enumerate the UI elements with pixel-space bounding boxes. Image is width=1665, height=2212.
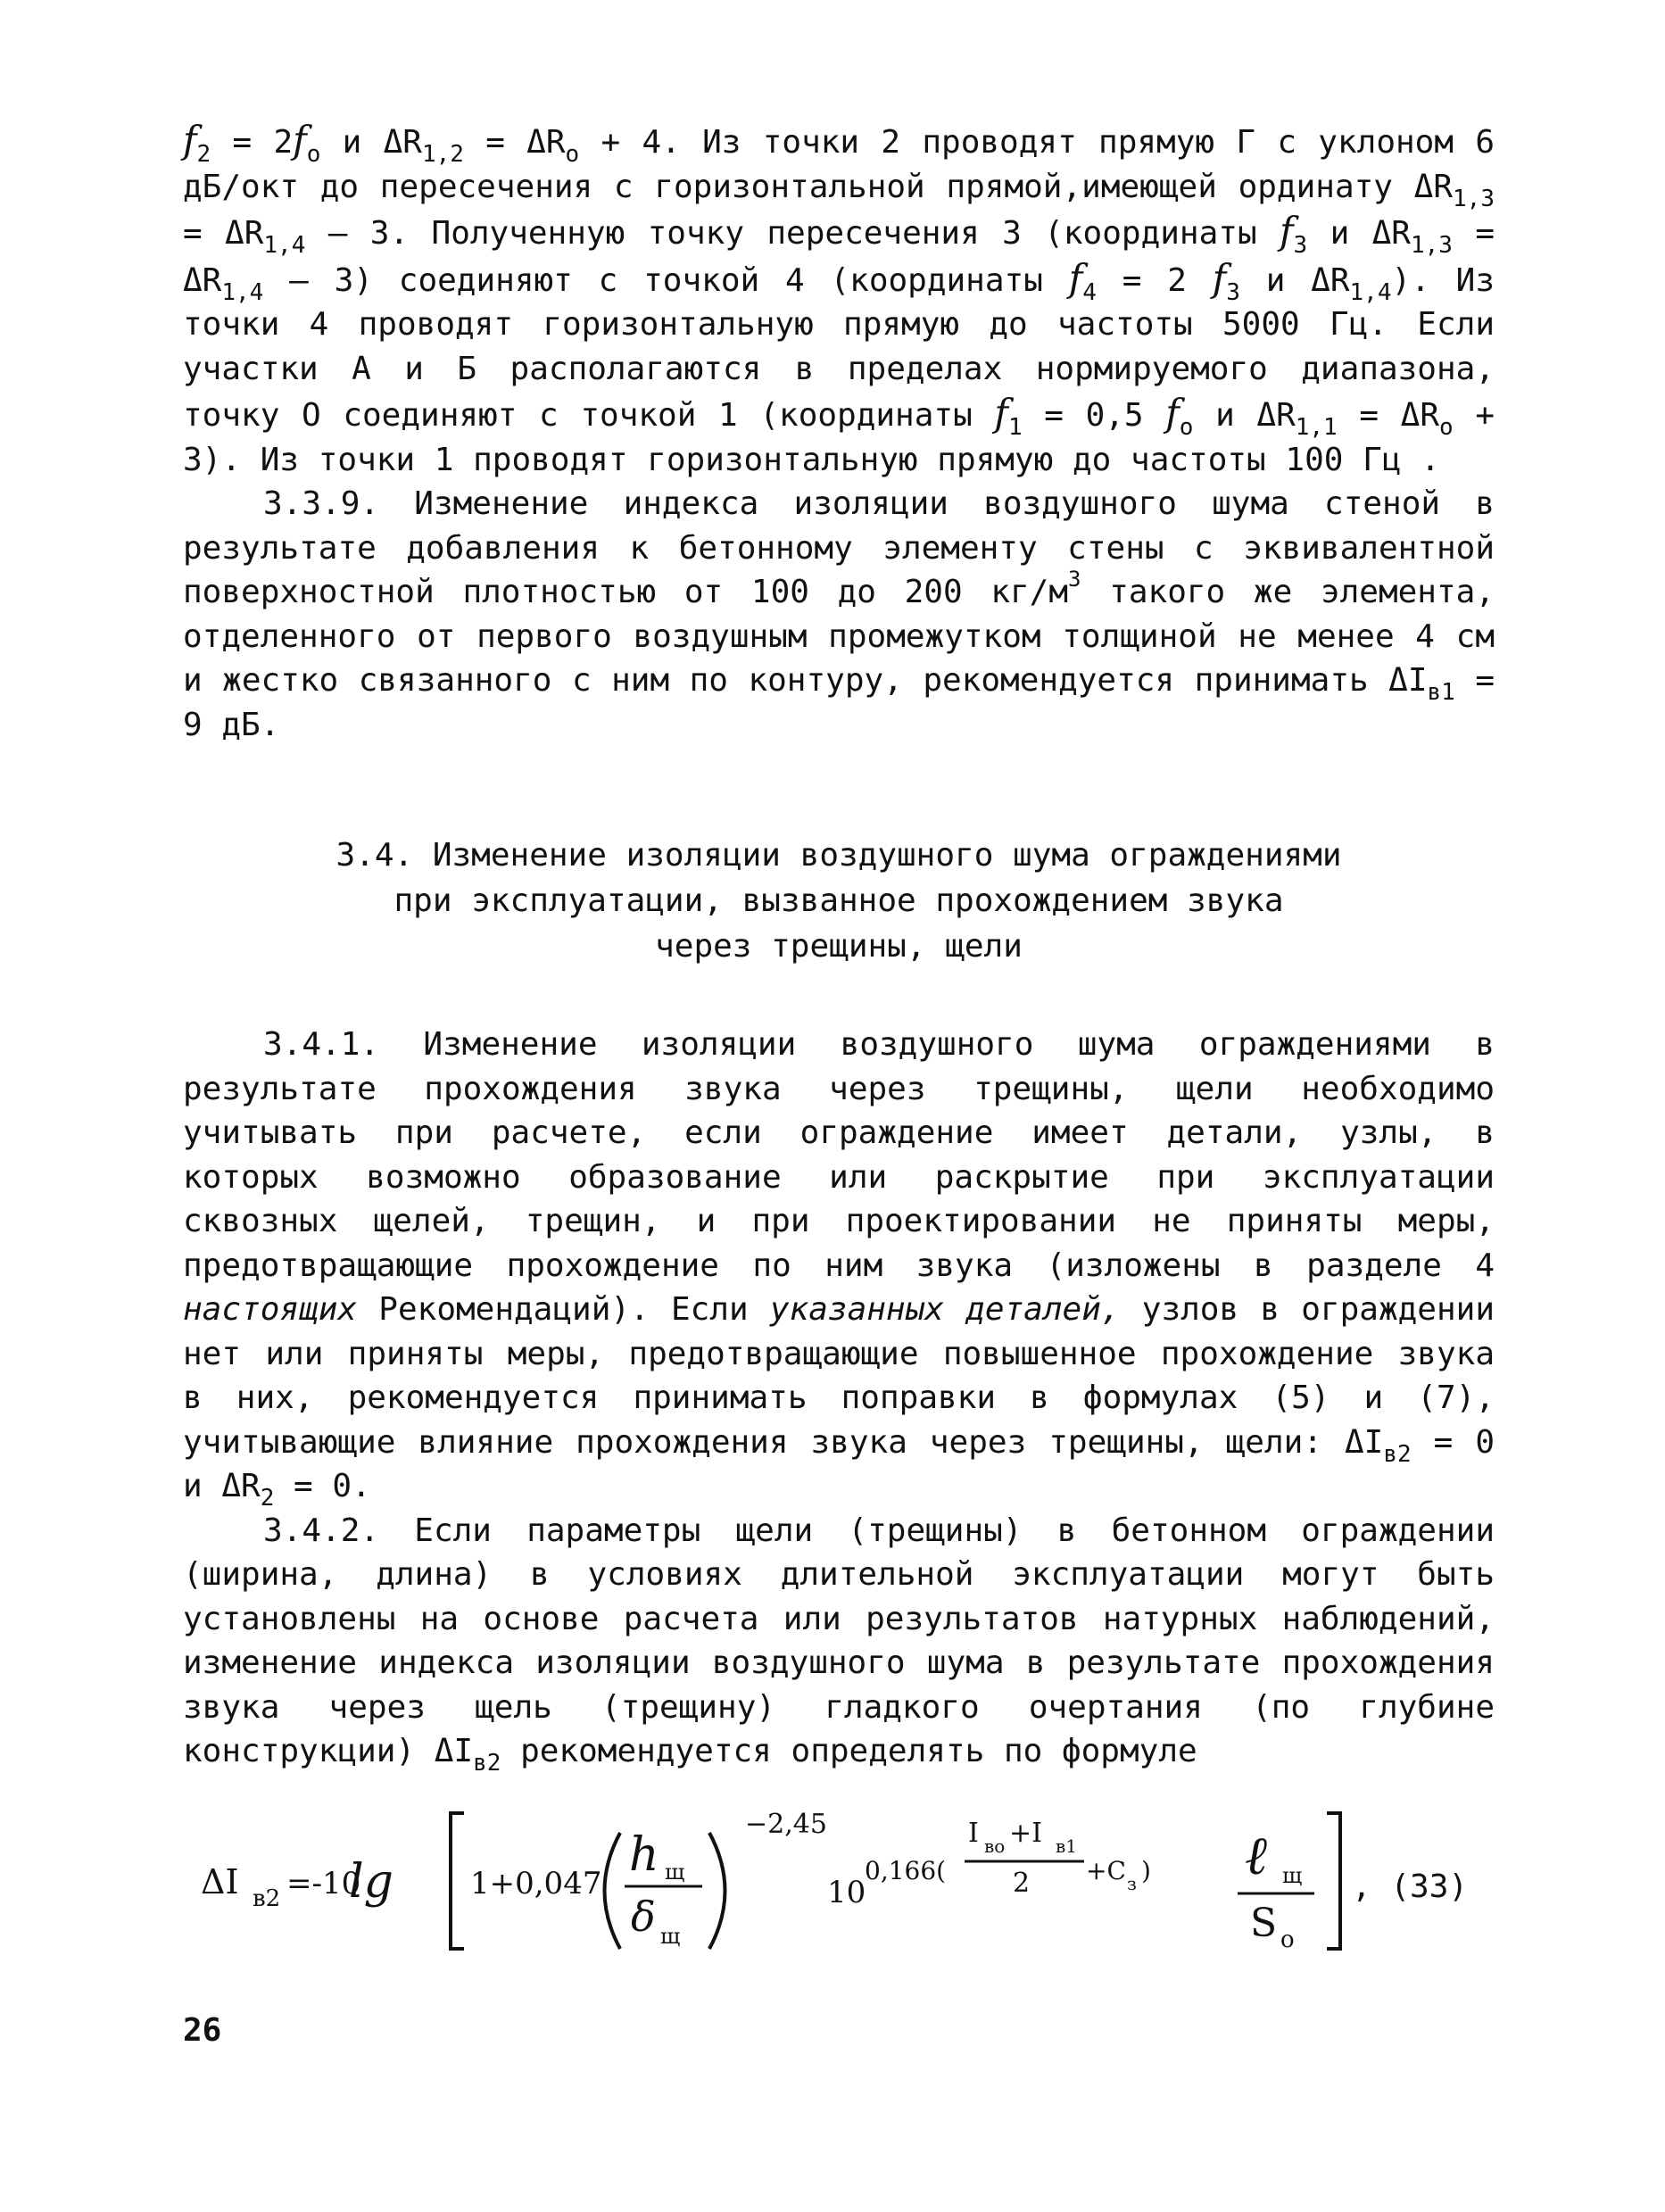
subscript: o bbox=[1179, 414, 1194, 441]
subscript: 1,3 bbox=[1410, 232, 1453, 259]
page-number: 26 bbox=[183, 2012, 222, 2049]
subscript: 1 bbox=[1007, 414, 1023, 441]
formula-l-sub: щ bbox=[1282, 1862, 1303, 1888]
section-heading-line: при эксплуатации, вызванное прохождением звука bbox=[393, 882, 1284, 919]
formula-plus-c: +C bbox=[1086, 1855, 1126, 1885]
formula-num-i2-sub: в1 bbox=[1056, 1835, 1077, 1857]
formula-s: S bbox=[1250, 1900, 1278, 1946]
superscript: 3 bbox=[1068, 567, 1081, 592]
formula-num-plus: +I bbox=[1009, 1817, 1042, 1849]
subscript: 2 bbox=[260, 1485, 275, 1512]
formula-c-sub: з bbox=[1127, 1872, 1137, 1894]
formula-lhs-sub: в2 bbox=[253, 1885, 281, 1912]
paragraph-3-3-9: 3.3.9. Изменение индекса изоляции воздушного шума стеной в результате добавления к бетонному элементу стены с эквивалентной поверхностной плотностью от 100 до 200 $кг/м^3$ такого же элемента, отделенного от первого воздушным промежутком толщиной не менее 4 см и жестко связанного с ним по контуру, рекомендуется принимать $\Delta I_{в1} = 9$ дБ. bbox=[183, 485, 1495, 743]
formula-h: h bbox=[629, 1827, 659, 1882]
subscript: 1,1 bbox=[1295, 414, 1338, 441]
subscript: 1,4 bbox=[1349, 278, 1392, 306]
section-heading-3-4 bbox=[183, 833, 1495, 969]
formula-33 bbox=[183, 1797, 1495, 1956]
formula-num-i1: I bbox=[968, 1817, 979, 1849]
subscript: в2 bbox=[473, 1750, 501, 1777]
formula-exp1: −2,45 bbox=[745, 1808, 827, 1840]
subscript: o bbox=[306, 141, 321, 168]
left-paren bbox=[605, 1833, 621, 1949]
subscript: o bbox=[565, 141, 580, 168]
formula-ten: 10 bbox=[827, 1874, 866, 1910]
subscript: o bbox=[1439, 414, 1454, 441]
italic-text: указанных деталей, bbox=[769, 1291, 1121, 1328]
formula-delta-sub: щ bbox=[660, 1923, 681, 1949]
subscript: 1,2 bbox=[421, 141, 464, 168]
document-page bbox=[183, 118, 1495, 1956]
formula-lhs: ΔI bbox=[201, 1861, 239, 1901]
formula-exp2: 0,166( bbox=[865, 1855, 947, 1885]
italic-text: настоящих bbox=[183, 1291, 358, 1328]
subscript: 1,4 bbox=[221, 278, 264, 306]
formula-graphic bbox=[183, 1797, 1495, 1956]
frequency-symbol: f bbox=[183, 118, 197, 162]
frequency-symbol: f bbox=[1212, 255, 1227, 300]
frequency-symbol: f bbox=[1068, 255, 1083, 300]
formula-number: , (33) bbox=[1352, 1868, 1469, 1905]
formula-delta: δ bbox=[631, 1892, 656, 1941]
frequency-symbol: f bbox=[1280, 209, 1294, 253]
paragraph-3-4-2: 3.4.2. Если параметры щели (трещины) в бетонном ограждении (ширина, длина) в условиях длительной эксплуатации могут быть установлены на основе расчета или результатов натурных наблюдений, изменение индекса изоляции воздушного шума в результате прохождения звука через щель (трещину) гладкого очертания (по глубине конструкции) $\Delta I_{в2}$ рекомендуется определять по формуле bbox=[183, 1512, 1495, 1777]
formula-one-plus: 1+0,047 bbox=[470, 1865, 602, 1901]
frequency-symbol: f bbox=[1165, 391, 1180, 435]
subscript: в2 bbox=[1383, 1440, 1412, 1468]
formula-l: ℓ bbox=[1245, 1824, 1267, 1887]
formula-eq: =-10 bbox=[286, 1865, 361, 1901]
subscript: 4 bbox=[1082, 278, 1097, 306]
left-bracket bbox=[451, 1813, 464, 1949]
section-heading-line: 3.4. Изменение изоляции воздушного шума ограждениями bbox=[335, 837, 1342, 874]
formula-lg: lg bbox=[349, 1854, 393, 1909]
subscript: 3 bbox=[1293, 232, 1308, 259]
formula-h-sub: щ bbox=[665, 1859, 685, 1885]
subscript: 3 bbox=[1226, 278, 1240, 306]
subscript: 1,3 bbox=[1453, 185, 1495, 212]
right-bracket bbox=[1327, 1813, 1340, 1949]
formula-close: ) bbox=[1141, 1855, 1151, 1885]
paragraph-3-4-1: 3.4.1. Изменение изоляции воздушного шума ограждениями в результате прохождения звука через трещины, щели необходимо учитывать при расчете, если ограждение имеет детали, узлы, в которых возможно образование или раскрытие при эксплуатации сквозных щелей, трещин, и при проектировании не приняты меры, предотвращающие прохождение по ним звука (изложены в разделе 4 настоящих Рекомендаций). Если указанных деталей, узлов в ограждении нет или приняты меры, предотвращающие повышенное прохождение звука в них, рекомендуется принимать поправки в формулах (5) и (7), учитывающие влияние прохождения звука через трещины, щели: $\Delta I_{в2} = 0$ и $\Delta R_2 = 0$. bbox=[183, 1026, 1495, 1512]
formula-den: 2 bbox=[1013, 1867, 1031, 1899]
formula-num-i1-sub: во bbox=[984, 1835, 1006, 1857]
subscript: в1 bbox=[1427, 679, 1455, 706]
formula-s-sub: о bbox=[1280, 1926, 1295, 1953]
right-paren bbox=[709, 1833, 725, 1949]
subscript: 2 bbox=[196, 141, 211, 168]
frequency-symbol: f bbox=[293, 118, 307, 162]
paragraph-continuation: $f_2 = 2f_o$ и $\Delta R_{1,2} = \Delta R_o + 4$. Из точки 2 проводят прямую Г с уклоном 6 дБ/окт до пересечения с горизонтальной прямой,имеющей ординату $\Delta R_{1,3} = \Delta R_{1,4} - 3$. Полученную точку пересечения 3 (координаты $f_3$ и $\Delta R_{1,3} = \Delta R_{1,4} - 3$) соединяют с точкой 4 (координаты $f_4 = 2$ $f_3$ и $\Delta R_{1,4}$). Из точки 4 проводят горизонтальную прямую до частоты 5000 Гц. Если участки А и Б располагаются в пределах нормируемого диапазона, точку О соединяют с точкой 1 (координаты $f_1 = 0,5$ $f_o$ и $\Delta R_{1,1} = \Delta R_o + 3$). Из точки 1 проводят горизонтальную прямую до частоты 100 Гц . bbox=[183, 118, 1495, 478]
section-heading-line: через трещины, щели bbox=[655, 928, 1023, 965]
frequency-symbol: f bbox=[994, 391, 1008, 435]
subscript: 1,4 bbox=[263, 232, 306, 259]
